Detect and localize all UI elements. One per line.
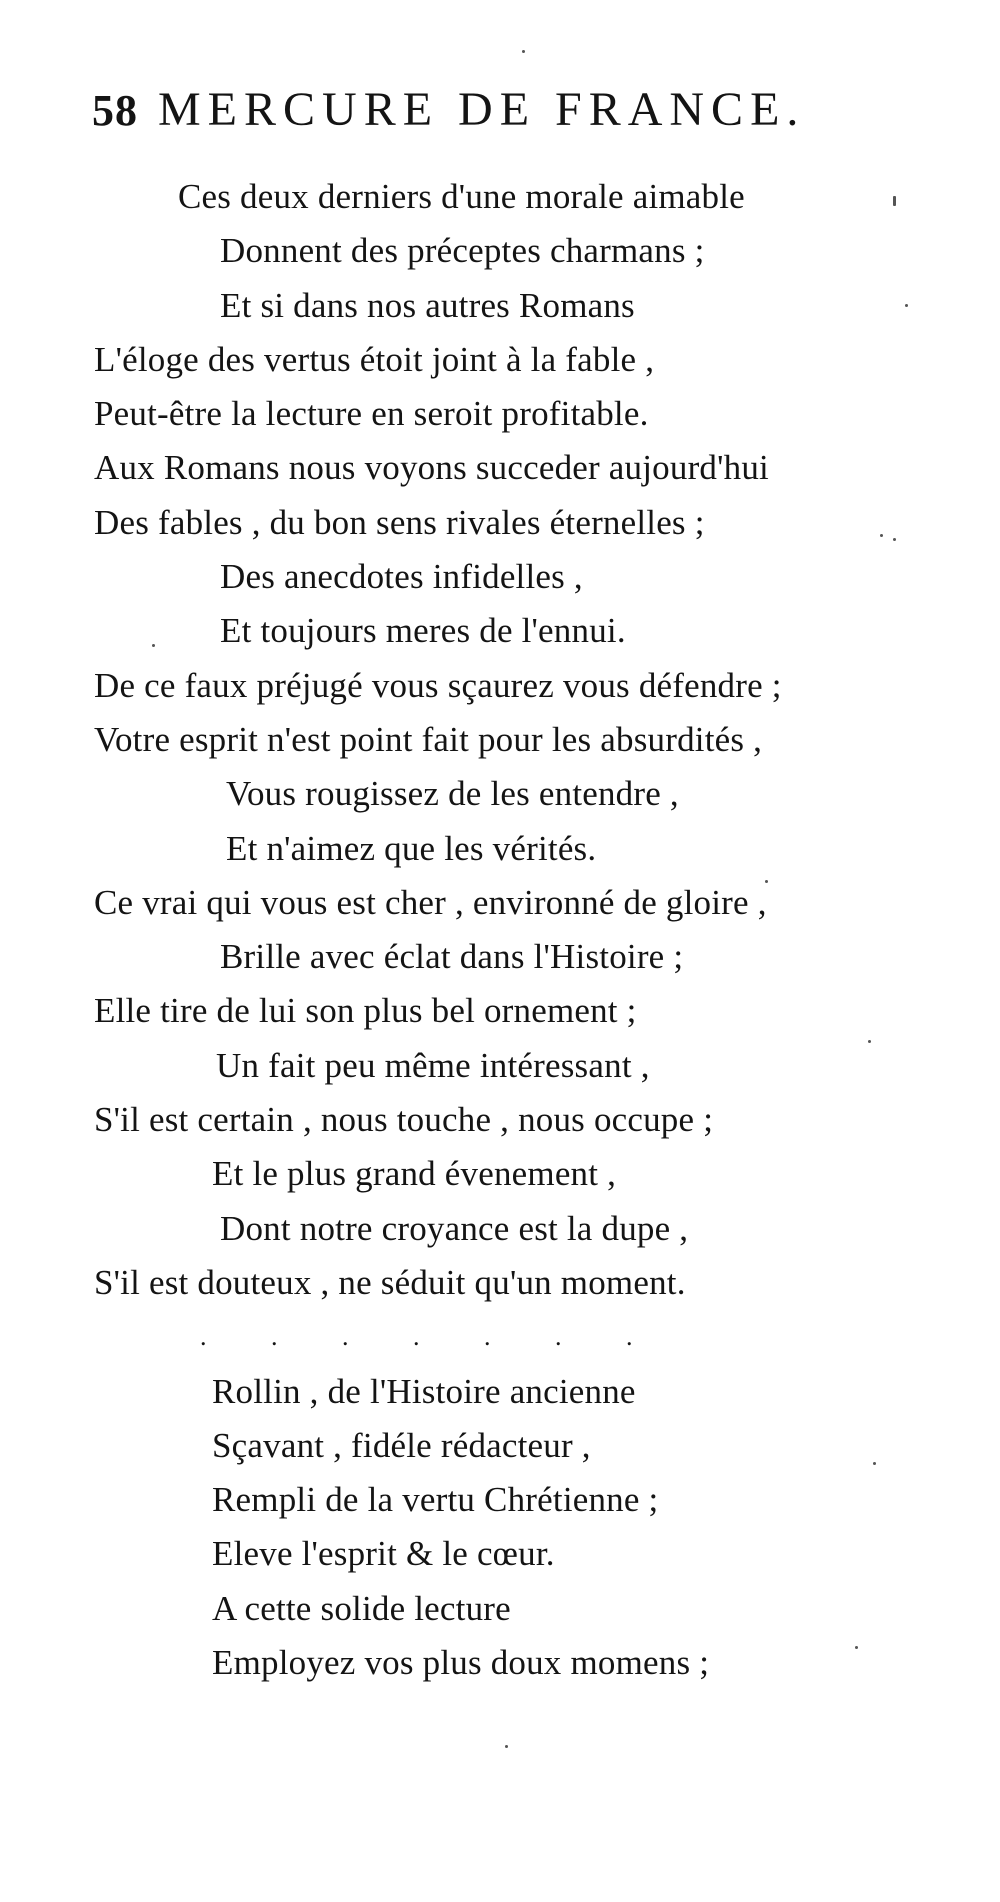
poem-line: Dont notre croyance est la dupe , (220, 1208, 689, 1248)
page-number: 58 (92, 86, 138, 135)
poem-line: Et n'aimez que les vérités. (226, 828, 597, 868)
poem-line: Sçavant , fidéle rédacteur , (212, 1425, 591, 1465)
poem-line: Vous rougissez de les entendre , (226, 774, 679, 814)
print-speck (505, 1745, 508, 1748)
poem-line: Elle tire de lui son plus bel ornement ; (94, 991, 637, 1031)
poem-line: Ce vrai qui vous est cher , environné de gloire , (94, 882, 767, 922)
poem-line: Peut-être la lecture en seroit profitable. (94, 394, 649, 434)
poem-line: Des anecdotes infidelles , (220, 557, 583, 597)
poem-line: Aux Romans nous voyons succeder aujourd'hui (94, 448, 769, 488)
running-title: MERCURE DE FRANCE. (158, 83, 806, 136)
poem-line: Employez vos plus doux momens ; (212, 1643, 710, 1683)
poem-line: Un fait peu même intéressant , (216, 1045, 650, 1085)
print-speck (855, 1646, 858, 1649)
print-speck (873, 1462, 876, 1465)
page-header (92, 82, 805, 137)
poem-line: A cette solide lecture (212, 1588, 511, 1628)
poem-line: Et toujours meres de l'ennui. (220, 611, 626, 651)
print-speck (868, 1040, 871, 1043)
print-speck (893, 196, 896, 206)
ellipsis-separator (0, 1310, 1000, 1364)
poem-line: Et si dans nos autres Romans (220, 285, 635, 325)
print-speck (880, 534, 883, 537)
poem-line: Brille avec éclat dans l'Histoire ; (220, 937, 684, 977)
poem-line: Votre esprit n'est point fait pour les absurdités , (94, 719, 763, 759)
poem-line: S'il est douteux , ne séduit qu'un moment. (94, 1262, 686, 1302)
poem-line: S'il est certain , nous touche , nous occupe ; (94, 1100, 714, 1140)
poem-line: Ces deux derniers d'une morale aimable (178, 177, 745, 216)
poem-line: Rollin , de l'Histoire ancienne (212, 1371, 636, 1411)
poem-line: L'éloge des vertus étoit joint à la fable , (94, 339, 655, 379)
ellipsis-dots: . . . . . . . (200, 1322, 633, 1352)
poem-line: De ce faux préjugé vous sçaurez vous défendre ; (94, 665, 782, 705)
poem-line: Donnent des préceptes charmans ; (220, 231, 705, 271)
print-speck (522, 50, 525, 53)
print-speck (893, 538, 896, 541)
poem-line: Des fables , du bon sens rivales éternelles ; (94, 502, 705, 542)
print-speck (152, 644, 155, 647)
print-speck (905, 304, 908, 307)
poem-line: Eleve l'esprit & le cœur. (212, 1534, 555, 1574)
poem-line: Rempli de la vertu Chrétienne ; (212, 1480, 659, 1520)
print-speck (765, 880, 768, 883)
poem-line: Et le plus grand évenement , (212, 1154, 617, 1194)
poem-body (0, 170, 1000, 1690)
